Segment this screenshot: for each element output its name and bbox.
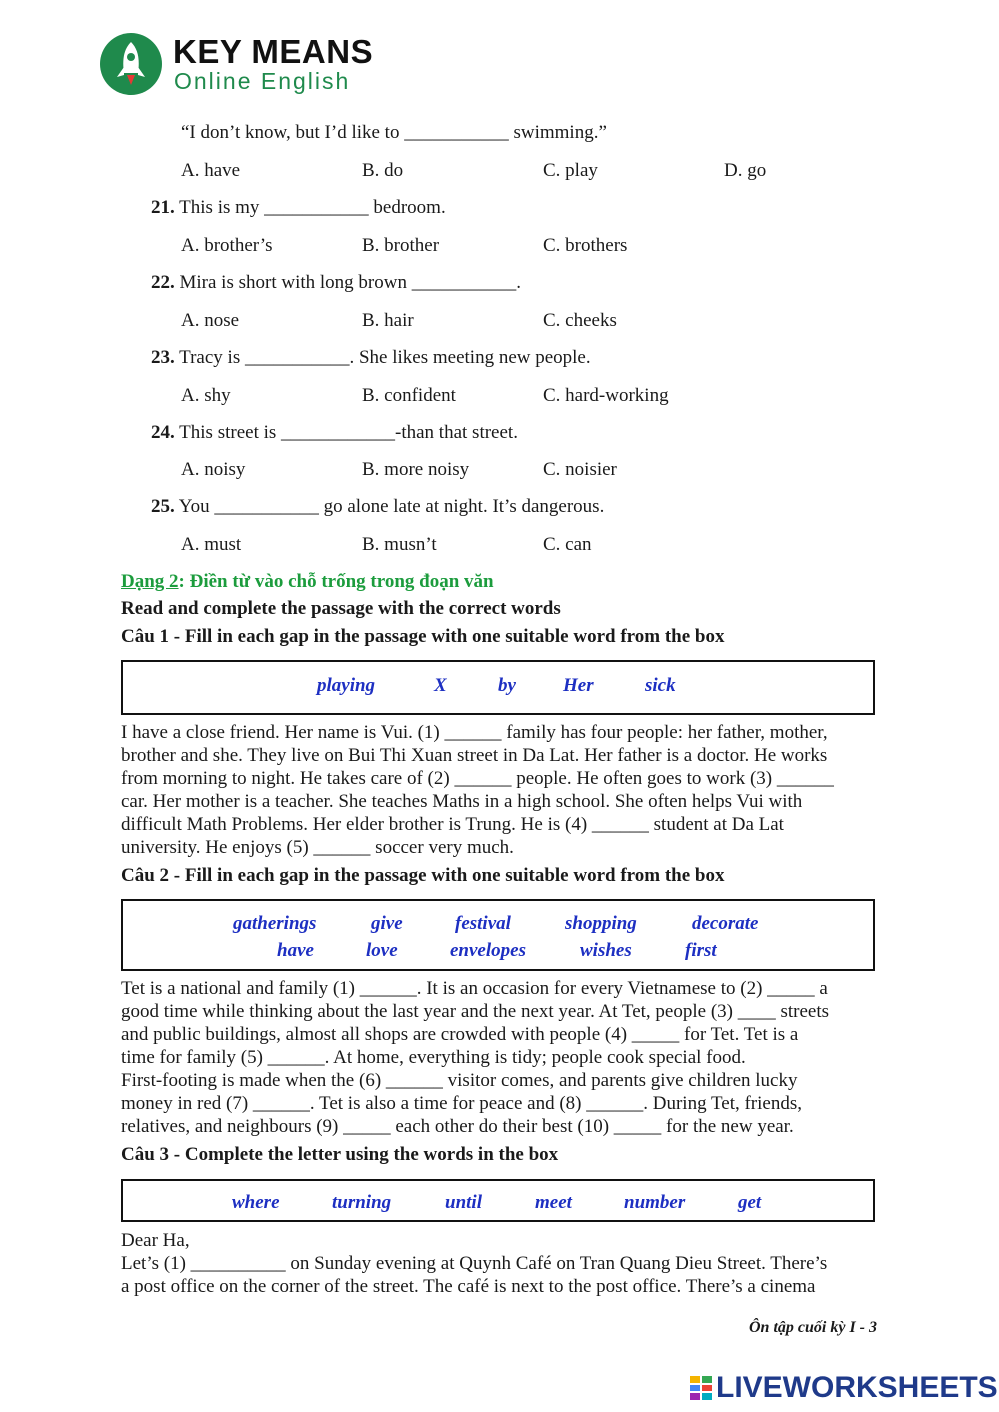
cau2-passage (121, 977, 875, 1138)
word-box-item: by (498, 675, 516, 696)
option-22-c: C. cheeks (543, 310, 617, 331)
letter-line: Let’s (1) __________ on Sunday evening at Quynh Café on Tran Quang Dieu Street. There’s (121, 1253, 828, 1274)
section-link[interactable]: Dạng 2 (121, 571, 179, 592)
option-24-b: B. more noisy (362, 459, 470, 480)
question-22 (151, 272, 521, 294)
section-title: : Điền từ vào chỗ trống trong đoạn văn (178, 571, 494, 592)
brand-title: KEY MEANS (173, 33, 374, 70)
question-number: 21. (151, 197, 175, 218)
passage-line: and public buildings, almost all shops are crowded with people (4) _____ for Tet. Tet is a (121, 1024, 799, 1045)
word-box-item: gatherings (233, 913, 317, 934)
option-24-a: A. noisy (181, 459, 246, 480)
letter-line: Dear Ha, (121, 1230, 190, 1251)
word-box-item: give (371, 913, 403, 934)
option-23-b: B. confident (362, 385, 456, 406)
liveworksheets-watermark (690, 1372, 998, 1404)
option-25-c: C. can (543, 534, 592, 555)
question-number: 24. (151, 422, 175, 443)
rocket-icon (100, 33, 162, 95)
letter-line: a post office on the corner of the street. The café is next to the post office. There’s a cinema (121, 1276, 816, 1297)
word-box-item: X (434, 675, 447, 696)
option-20-c: C. play (543, 160, 598, 181)
question-number: 23. (151, 347, 175, 368)
question-20-text: “I don’t know, but I’d like to ___________ swimming.” (181, 122, 607, 143)
cau1-heading: Câu 1 - Fill in each gap in the passage with one suitable word from the box (121, 626, 725, 647)
option-20-a: A. have (181, 160, 241, 181)
question-text: You ___________ go alone late at night. It’s dangerous. (178, 496, 605, 517)
question-number: 22. (151, 272, 175, 293)
passage-line: First-footing is made when the (6) ______ visitor comes, and parents give children lucky (121, 1070, 798, 1091)
word-box-item: meet (535, 1192, 572, 1213)
word-box-item: festival (455, 913, 511, 934)
passage-line: time for family (5) ______. At home, everything is tidy; people cook special food. (121, 1047, 746, 1068)
option-24-c: C. noisier (543, 459, 617, 480)
option-25-b: B. musn’t (362, 534, 437, 555)
passage-line: car. Her mother is a teacher. She teaches Maths in a high school. She often helps Vui with (121, 791, 803, 812)
word-box-item: playing (317, 675, 376, 696)
word-box-item: Her (563, 675, 594, 696)
passage-line: brother and she. They live on Bui Thi Xuan street in Da Lat. Her father is a doctor. He works (121, 745, 828, 766)
cau3-word-box (121, 1179, 875, 1222)
option-21-a: A. brother’s (181, 235, 273, 256)
cau2-heading: Câu 2 - Fill in each gap in the passage with one suitable word from the box (121, 865, 725, 886)
brand-logo (100, 33, 400, 95)
section-heading (121, 571, 494, 593)
question-text: Tracy is ___________. She likes meeting new people. (179, 347, 591, 368)
question-text: This is my ___________ bedroom. (179, 197, 446, 218)
question-number: 25. (151, 496, 175, 517)
word-box-item: envelopes (450, 940, 526, 961)
word-box-item: decorate (692, 913, 759, 934)
passage-line: relatives, and neighbours (9) _____ each other do their best (10) _____ for the new year. (121, 1116, 794, 1137)
watermark-text: LIVEWORKSHEETS (716, 1371, 998, 1404)
cau1-passage (121, 721, 877, 859)
option-25-a: A. must (181, 534, 242, 555)
question-25 (151, 496, 604, 518)
word-box-item: get (738, 1192, 762, 1213)
option-23-a: A. shy (181, 385, 231, 406)
section-instruction: Read and complete the passage with the correct words (121, 598, 561, 619)
word-box-item: sick (645, 675, 676, 696)
option-20-d: D. go (724, 160, 767, 181)
page-footer: Ôn tập cuối kỳ I - 3 (749, 1319, 877, 1336)
word-box-item: wishes (580, 940, 632, 961)
word-box-item: love (366, 940, 398, 961)
cau3-heading: Câu 3 - Complete the letter using the words in the box (121, 1144, 559, 1165)
option-21-c: C. brothers (543, 235, 628, 256)
passage-line: difficult Math Problems. Her elder brother is Trung. He is (4) ______ student at Da Lat (121, 814, 784, 835)
question-text: Mira is short with long brown ___________. (179, 272, 521, 293)
passage-line: university. He enjoys (5) ______ soccer very much. (121, 837, 514, 858)
word-box-item: first (685, 940, 717, 961)
option-22-b: B. hair (362, 310, 414, 331)
brand-subtitle: Online English (174, 68, 351, 94)
word-box-item: have (277, 940, 314, 961)
option-20-b: B. do (362, 160, 404, 181)
option-22-a: A. nose (181, 310, 240, 331)
passage-line: I have a close friend. Her name is Vui. (1) ______ family has four people: her father, mother, (121, 722, 828, 743)
passage-line: from morning to night. He takes care of (2) ______ people. He often goes to work (3) ______ (121, 768, 834, 789)
option-23-c: C. hard-working (543, 385, 669, 406)
passage-line: good time while thinking about the last year and the next year. At Tet, people (3) ____ streets (121, 1001, 830, 1022)
cau2-word-box (121, 899, 875, 971)
option-21-b: B. brother (362, 235, 440, 256)
question-21 (151, 197, 446, 219)
word-box-item: where (232, 1192, 280, 1213)
word-box-item: number (624, 1192, 686, 1213)
liveworksheets-icon (690, 1376, 712, 1400)
question-text: This street is ____________-than that street. (179, 422, 518, 443)
passage-line: Tet is a national and family (1) ______. It is an occasion for every Vietnamese to (2) _____ a (121, 978, 828, 999)
cau1-word-box (121, 660, 875, 715)
word-box-item: shopping (565, 913, 637, 934)
question-23 (151, 347, 591, 369)
question-24 (151, 422, 518, 444)
passage-line: money in red (7) ______. Tet is also a time for peace and (8) ______. During Tet, friends, (121, 1093, 802, 1114)
cau3-letter (121, 1229, 875, 1298)
word-box-item: until (445, 1192, 482, 1213)
word-box-item: turning (332, 1192, 392, 1213)
